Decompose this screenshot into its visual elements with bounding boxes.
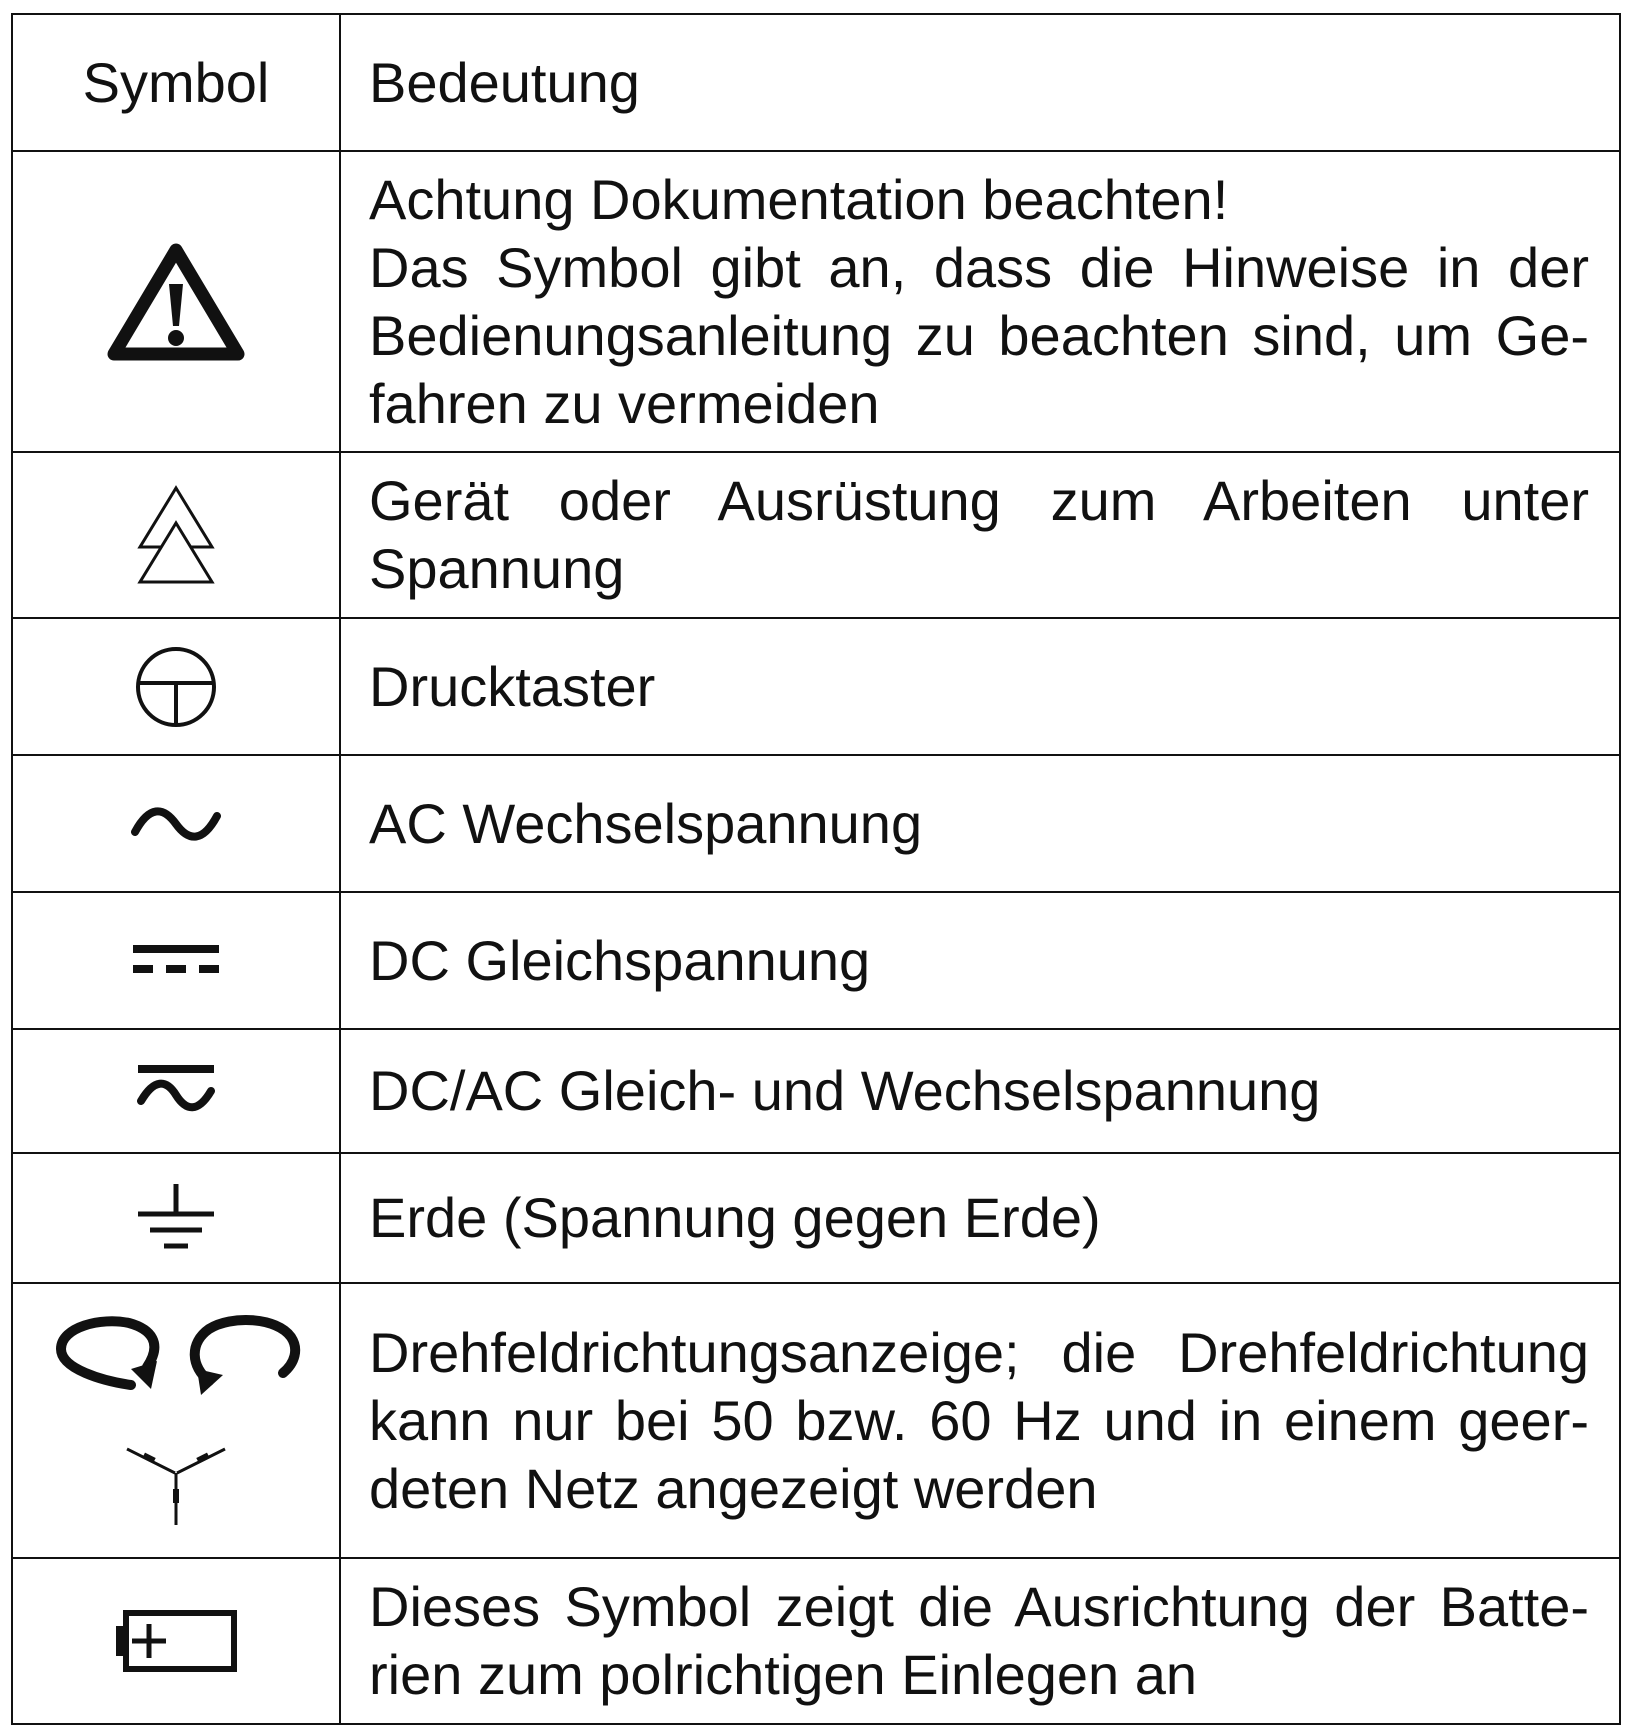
table-row: [12, 151, 1620, 452]
table-row: [12, 892, 1620, 1029]
table-row: [12, 755, 1620, 892]
table-row: [12, 1153, 1620, 1283]
symbol-cell: [12, 1029, 340, 1153]
ac-wave-icon: [131, 802, 221, 846]
table-header-row: [12, 14, 1620, 151]
double-triangle-icon: [136, 485, 216, 585]
symbol-cell: [12, 618, 340, 755]
symbol-table: [11, 13, 1621, 1725]
meaning-line: Erde (Spannung gegen Erde): [369, 1186, 1101, 1249]
meaning-line: Dieses Symbol zeigt die Ausrichtung der Batte-: [369, 1575, 1589, 1638]
meaning-line: Bedienungsanleitung zu beachten sind, um Ge-: [369, 303, 1589, 367]
meaning-cell: [340, 1029, 1620, 1153]
meaning-line: Spannung: [369, 537, 625, 600]
battery-icon: [114, 1608, 238, 1674]
header-symbol: Symbol: [12, 14, 340, 151]
table-row: [12, 618, 1620, 755]
warning-triangle-icon: [106, 240, 246, 364]
ground-icon: [136, 1182, 216, 1254]
rotation-direction-icon: [51, 1311, 301, 1531]
meaning-cell: [340, 1558, 1620, 1724]
table-row: [12, 1283, 1620, 1558]
meaning-line: Drucktaster: [369, 654, 656, 718]
meaning-cell: [340, 1153, 1620, 1283]
meaning-line: Das Symbol gibt an, dass die Hinweise in der: [369, 235, 1589, 299]
symbol-cell: [12, 1283, 340, 1558]
meaning-line: AC Wechselspannung: [369, 791, 923, 855]
symbol-cell: [12, 755, 340, 892]
meaning-line: kann nur bei 50 bzw. 60 Hz und in einem geer-: [369, 1388, 1589, 1452]
symbol-cell: [12, 892, 340, 1029]
symbol-cell: [12, 452, 340, 618]
header-meaning: Bedeutung: [340, 14, 1620, 151]
meaning-line: DC/AC Gleich- und Wechselspannung: [369, 1059, 1321, 1122]
meaning-cell: [340, 892, 1620, 1029]
meaning-line: Drehfeldrichtungsanzeige; die Drehfeldrichtung: [369, 1320, 1589, 1384]
meaning-line: Achtung Dokumentation beachten!: [369, 167, 1229, 231]
push-button-icon: [134, 645, 218, 729]
meaning-line: deten Netz angezeigt werden: [369, 1456, 1098, 1520]
meaning-cell: [340, 151, 1620, 452]
meaning-cell: [340, 1283, 1620, 1558]
symbol-cell: [12, 1153, 340, 1283]
meaning-cell: [340, 618, 1620, 755]
symbol-cell: [12, 151, 340, 452]
meaning-line: fahren zu vermeiden: [369, 371, 880, 435]
meaning-cell: [340, 452, 1620, 618]
meaning-line: Gerät oder Ausrüstung zum Arbeiten unter: [369, 469, 1589, 532]
table-row: [12, 452, 1620, 618]
table-row: [12, 1029, 1620, 1153]
meaning-cell: [340, 755, 1620, 892]
dc-icon: [131, 941, 221, 981]
symbol-cell: [12, 1558, 340, 1724]
dc-ac-icon: [136, 1063, 216, 1119]
table-row: [12, 1558, 1620, 1724]
meaning-line: DC Gleichspannung: [369, 928, 871, 992]
meaning-line: rien zum polrichtigen Einlegen an: [369, 1643, 1198, 1706]
